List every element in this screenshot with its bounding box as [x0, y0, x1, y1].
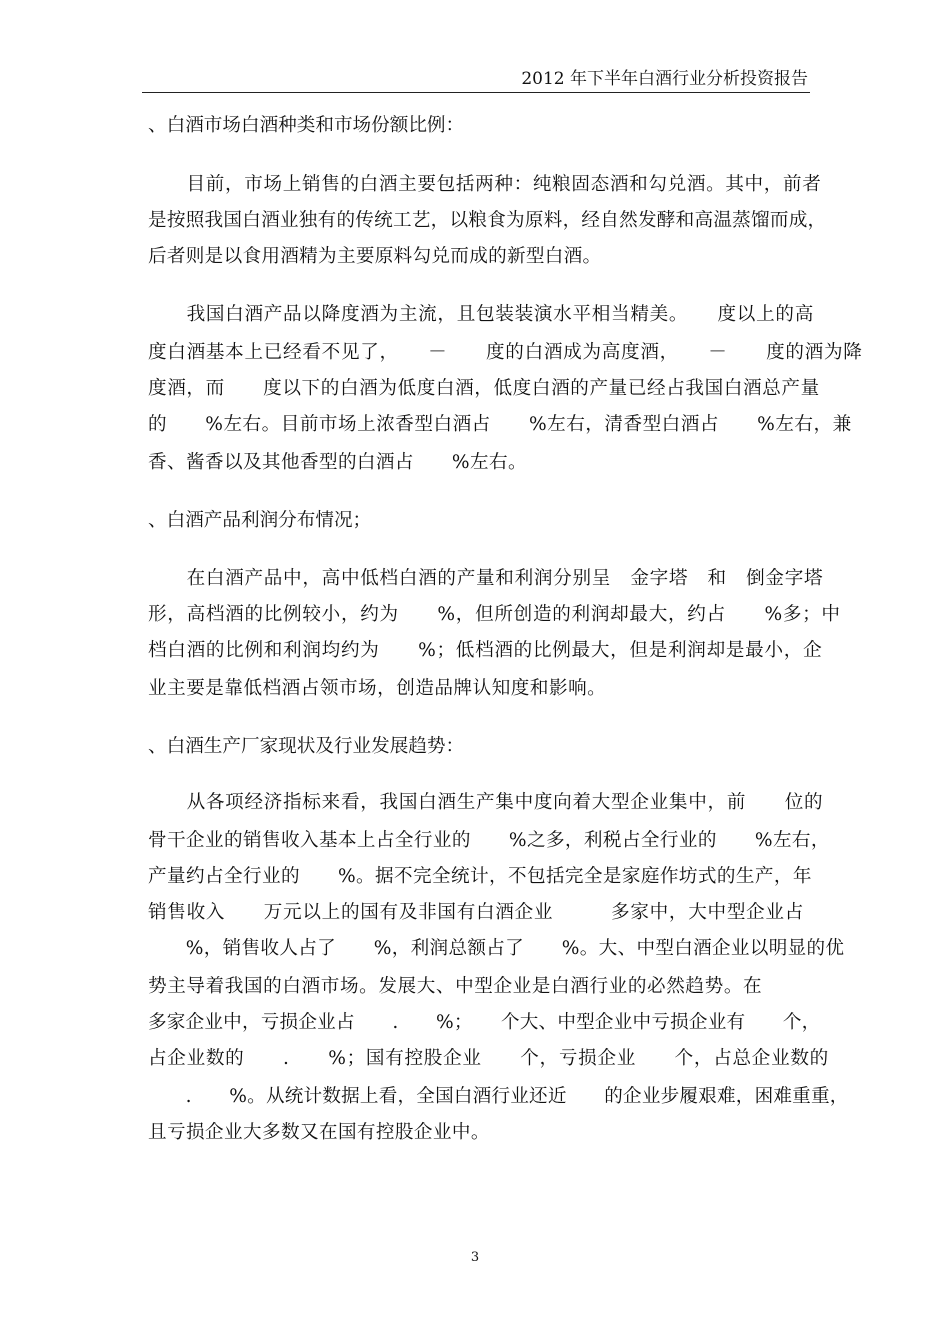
- section-heading-liquor-types: 、白酒市场白酒种类和市场份额比例：: [148, 115, 465, 136]
- paragraph-line: 形，高档酒的比例较小，约为 %，但所创造的利润却最大，约占 %多；中: [148, 604, 841, 625]
- paragraph-line: 香、酱香以及其他香型的白酒占 %左右。: [148, 452, 527, 473]
- paragraph-line: 档白酒的比例和利润均约为 %；低档酒的比例最大，但是利润却是最小，企: [148, 640, 823, 661]
- paragraph-line: 且亏损企业大多数又在国有控股企业中。: [148, 1122, 490, 1143]
- paragraph-line: 度白酒基本上已经看不见了， － 度的白酒成为高度酒， － 度的酒为降: [148, 342, 863, 363]
- paragraph-line: 后者则是以食用酒精为主要原料勾兑而成的新型白酒。: [148, 246, 602, 267]
- paragraph-line: 骨干企业的销售收入基本上占全行业的 %之多，利税占全行业的 %左右，: [148, 830, 830, 851]
- paragraph-line: 势主导着我国的白酒市场。发展大、中型企业是白酒行业的必然趋势。在: [148, 976, 763, 997]
- paragraph-line: 我国白酒产品以降度酒为主流，且包装装演水平相当精美。 度以上的高: [148, 304, 814, 325]
- section-heading-industry-trends: 、白酒生产厂家现状及行业发展趋势：: [148, 736, 465, 757]
- paragraph-line: . %。从统计数据上看，全国白酒行业还近 的企业步履艰难，困难重重，: [148, 1086, 849, 1107]
- paragraph-line: 的 %左右。目前市场上浓香型白酒占 %左右，清香型白酒占 %左右，兼: [148, 414, 852, 435]
- paragraph-line: 销售收入 万元以上的国有及非国有白酒企业 多家中，大中型企业占: [148, 902, 804, 923]
- paragraph-line: 占企业数的 . %；国有控股企业 个，亏损企业 个，占总企业数的: [148, 1048, 829, 1069]
- paragraph-line: 是按照我国白酒业独有的传统工艺，以粮食为原料，经自然发酵和高温蒸馏而成，: [148, 210, 827, 231]
- paragraph-line: 多家企业中，亏损企业占 . %； 个大、中型企业中亏损企业有 个，: [148, 1012, 821, 1033]
- paragraph-line: 在白酒产品中，高中低档白酒的产量和利润分别呈 金字塔 和 倒金字塔: [148, 568, 824, 589]
- paragraph-line: 目前，市场上销售的白酒主要包括两种：纯粮固态酒和勾兑酒。其中，前者: [148, 174, 822, 195]
- header-divider: [142, 92, 810, 93]
- paragraph-line: 业主要是靠低档酒占领市场，创造品牌认知度和影响。: [148, 678, 607, 699]
- section-heading-profit-distribution: 、白酒产品利润分布情况；: [148, 510, 372, 531]
- paragraph-line: %，销售收人占了 %，利润总额占了 %。大、中型白酒企业以明显的优: [148, 938, 845, 959]
- paragraph-line: 产量约占全行业的 %。据不完全统计，不包括完全是家庭作坊式的生产，年: [148, 866, 812, 887]
- paragraph-line: 从各项经济指标来看，我国白酒生产集中度向着大型企业集中，前 位的: [148, 792, 824, 813]
- page-number: 3: [470, 1250, 480, 1265]
- report-title: 2012 年下半年白酒行业分析投资报告: [521, 69, 808, 89]
- paragraph-line: 度酒，而 度以下的白酒为低度白酒，低度白酒的产量已经占我国白酒总产量: [148, 378, 820, 399]
